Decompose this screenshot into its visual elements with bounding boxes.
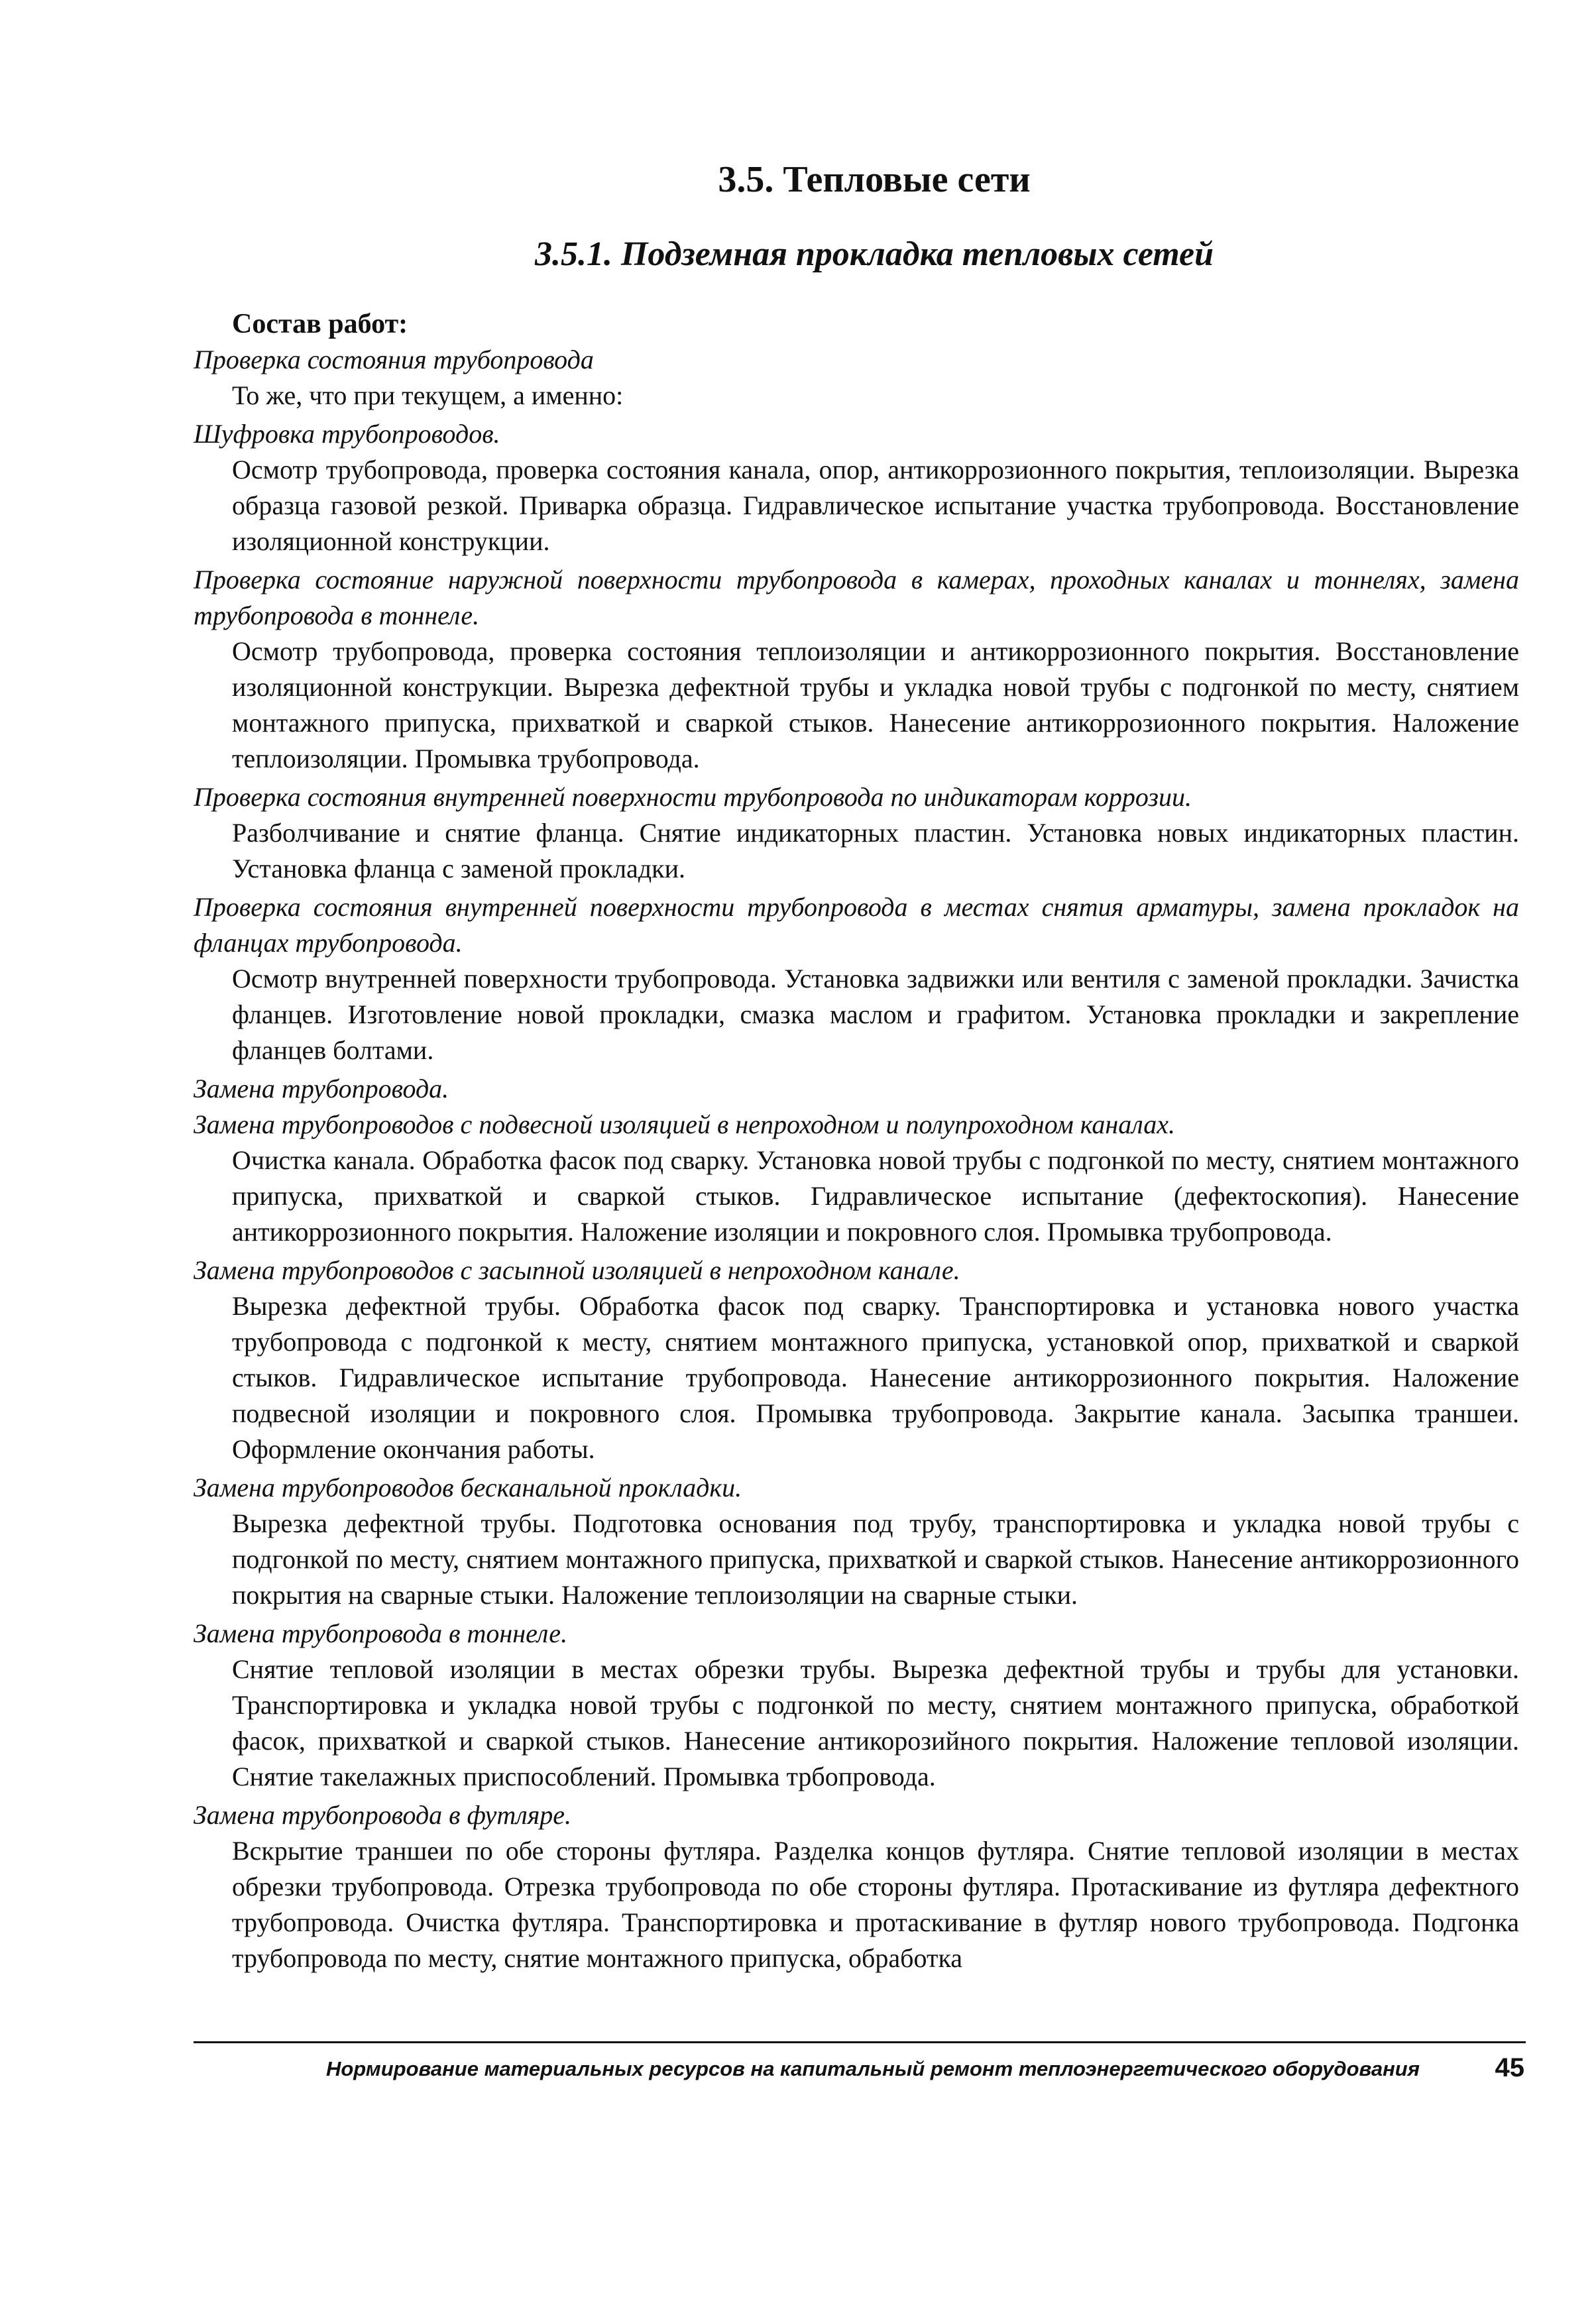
- item-title: Проверка состояния внутренней поверхности трубопровода по индикаторам коррозии.: [194, 782, 1192, 812]
- item-body: Осмотр трубопровода, проверка состояния теплоизоляции и антикоррозионного покрытия. Восстановление изоляционной конструкции. Вырезка дефектной трубы и укладка новой трубы с подгонкой по месту, снятием монтажного припуска, прихваткой и сваркой стыков. Нанесение антикоррозионного покрытия. Наложение теплоизоляции. Промывка трубопровода.: [232, 636, 1519, 773]
- item-title: Замена трубопровода.: [194, 1074, 449, 1103]
- item-body: То же, что при текущем, а именно:: [232, 380, 624, 410]
- item-body: Вырезка дефектной трубы. Обработка фасок под сварку. Транспортировка и установка нового участка трубопровода с подгонкой к месту, снятием монтажного припуска, установкой опор, прихваткой и сваркой стыков. Гидравлическое испытание трубопровода. Нанесение антикоррозионного покрытия. Наложение подвесной изоляции и покровного слоя. Промывка трубопровода. Закрытие канала. Засыпка траншеи. Оформление окончания работы.: [232, 1291, 1519, 1464]
- section-title: 3.5. Тепловые сети: [718, 159, 1031, 200]
- item-body: Осмотр трубопровода, проверка состояния канала, опор, антикоррозионного покрытия, теплоизоляции. Вырезка образца газовой резкой. Приварка образца. Гидравлическое испытание участка трубопровода. Восстановление изоляционной конструкции.: [232, 455, 1519, 556]
- item-title: Замена трубопроводов с засыпной изоляцией в непроходном канале.: [194, 1255, 960, 1285]
- item-body: Вскрытие траншеи по обе стороны футляра. Разделка концов футляра. Снятие тепловой изоляции в местах обрезки трубопровода. Отрезка трубопровода по обе стороны футляра. Протаскивание из футляра дефектного трубопровода. Очистка футляра. Транспортировка и протаскивание в футляр нового трубопровода. Подгонка трубопровода по месту, снятие монтажного припуска, обработка: [232, 1836, 1519, 1973]
- work-composition-label: Состав работ:: [232, 309, 408, 339]
- item-body: Осмотр внутренней поверхности трубопровода. Установка задвижки или вентиля с заменой прокладки. Зачистка фланцев. Изготовление новой прокладки, смазка маслом и графитом. Установка прокладки и закрепление фланцев болтами.: [232, 964, 1519, 1065]
- item-title: Проверка состояния трубопровода: [194, 345, 594, 374]
- subsection-title: 3.5.1. Подземная прокладка тепловых сетей: [534, 235, 1214, 273]
- item-title: Замена трубопроводов бесканальной прокладки.: [194, 1473, 742, 1502]
- item-title: Замена трубопроводов с подвесной изоляцией в непроходном и полупроходном каналах.: [194, 1109, 1175, 1139]
- item-body: Разболчивание и снятие фланца. Снятие индикаторных пластин. Установка новых индикаторных пластин. Установка фланца с заменой прокладки.: [232, 818, 1519, 883]
- document-body: [194, 306, 1519, 1979]
- item-body: Очистка канала. Обработка фасок под сварку. Установка новой трубы с подгонкой по месту, снятием монтажного припуска, прихваткой и сваркой стыков. Гидравлическое испытание (дефектоскопия). Нанесение антикоррозионного покрытия. Наложение изоляции и покровного слоя. Промывка трубопровода.: [232, 1145, 1519, 1247]
- item-title: Проверка состояние наружной поверхности трубопровода в камерах, проходных каналах и тоннелях, замена трубопровода в тоннеле.: [194, 565, 1519, 630]
- footer-title: Нормирование материальных ресурсов на капитальный ремонт теплоэнергетического оборудования: [325, 2057, 1420, 2080]
- footer-divider: [194, 2041, 1526, 2043]
- item-body: Снятие тепловой изоляции в местах обрезки трубы. Вырезка дефектной трубы и трубы для установки. Транспортировка и укладка новой трубы с подгонкой по месту, снятием монтажного припуска, обработкой фасок, прихваткой и сваркой стыков. Нанесение антикорозийного покрытия. Наложение тепловой изоляции. Снятие такелажных приспособлений. Промывка трбопровода.: [232, 1654, 1519, 1791]
- item-title: Замена трубопровода в тоннеле.: [194, 1618, 568, 1648]
- page-number: 45: [1495, 2053, 1524, 2082]
- item-title: Проверка состояния внутренней поверхности трубопровода в местах снятия арматуры, замена прокладок на фланцах трубопровода.: [194, 892, 1519, 958]
- item-title: Замена трубопровода в футляре.: [194, 1800, 572, 1830]
- item-title: Шуфровка трубопроводов.: [194, 419, 500, 449]
- item-body: Вырезка дефектной трубы. Подготовка основания под трубу, транспортировка и укладка новой трубы с подгонкой по месту, снятием монтажного припуска, прихваткой и сваркой стыков. Нанесение антикоррозионного покрытия на сварные стыки. Наложение теплоизоляции на сварные стыки.: [232, 1508, 1519, 1610]
